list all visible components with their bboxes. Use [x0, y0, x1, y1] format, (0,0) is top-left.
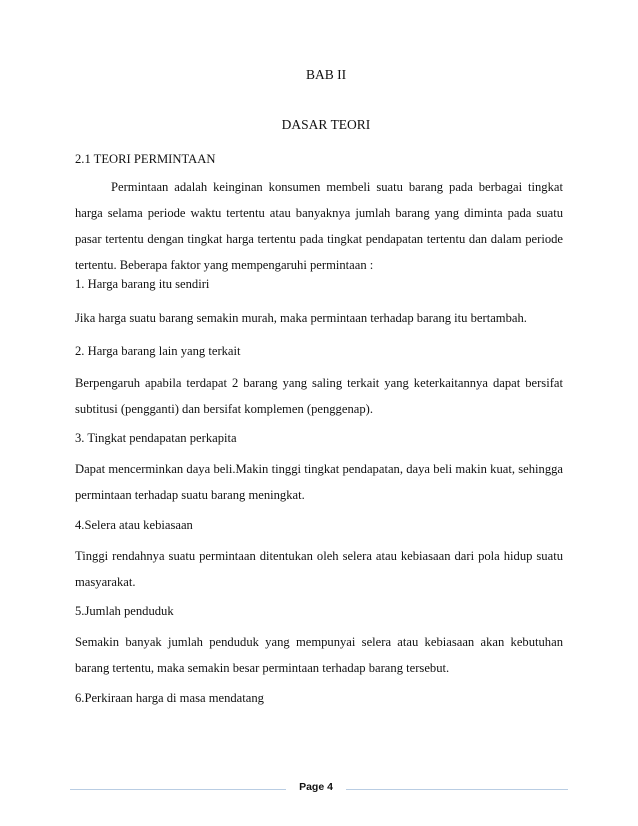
paragraph-line: harga selama periode waktu tertentu atau banyaknya jumlah barang yang diminta pada suatu: [75, 206, 563, 220]
chapter-title: DASAR TEORI: [281, 117, 371, 132]
paragraph-line: permintaan terhadap suatu barang meningkat.: [75, 488, 305, 502]
paragraph-line: Permintaan adalah keinginan konsumen membeli suatu barang pada berbagai tingkat: [111, 180, 563, 194]
factor-title: 5.Jumlah penduduk: [75, 604, 174, 618]
intro-paragraph: [75, 174, 563, 278]
paragraph-line: Berpengaruh apabila terdapat 2 barang yang saling terkait yang keterkaitannya dapat bersifat: [75, 376, 563, 390]
factor-description: [75, 456, 563, 508]
paragraph-line: subtitusi (pengganti) dan bersifat komplemen (penggenap).: [75, 402, 373, 416]
factor-title: 2. Harga barang lain yang terkait: [75, 344, 241, 358]
paragraph-line: barang tertentu, maka semakin besar permintaan terhadap barang tersebut.: [75, 661, 450, 675]
factor-description: [75, 629, 563, 681]
factor-description: [75, 543, 563, 595]
factor-title: 1. Harga barang itu sendiri: [75, 277, 210, 291]
factor-description: [75, 305, 563, 331]
factor-description: [75, 370, 563, 422]
chapter-label: BAB II: [305, 67, 347, 82]
section-title: 2.1 TEORI PERMINTAAN: [75, 152, 216, 166]
paragraph-line: Semakin banyak jumlah penduduk yang mempunyai selera atau kebiasaan akan kebutuhan: [75, 635, 563, 649]
page-number: Page 4: [299, 781, 333, 793]
footer-rule-left: [70, 789, 286, 790]
factor-title: 6.Perkiraan harga di masa mendatang: [75, 691, 264, 705]
paragraph-line: Tinggi rendahnya suatu permintaan ditentukan oleh selera atau kebiasaan dari pola hidup suatu: [75, 549, 563, 563]
paragraph-line: Jika harga suatu barang semakin murah, maka permintaan terhadap barang itu bertambah.: [75, 311, 527, 325]
paragraph-line: tertentu. Beberapa faktor yang mempengaruhi permintaan :: [75, 258, 374, 272]
factor-title: 3. Tingkat pendapatan perkapita: [75, 431, 237, 445]
paragraph-line: pasar tertentu dengan tingkat harga tertentu pada tingkat pendapatan tertentu dan dalam periode: [75, 232, 563, 246]
footer-rule-right: [346, 789, 568, 790]
paragraph-line: masyarakat.: [75, 575, 136, 589]
paragraph-line: Dapat mencerminkan daya beli.Makin tinggi tingkat pendapatan, daya beli makin kuat, sehingga: [75, 462, 563, 476]
factor-title: 4.Selera atau kebiasaan: [75, 518, 193, 532]
